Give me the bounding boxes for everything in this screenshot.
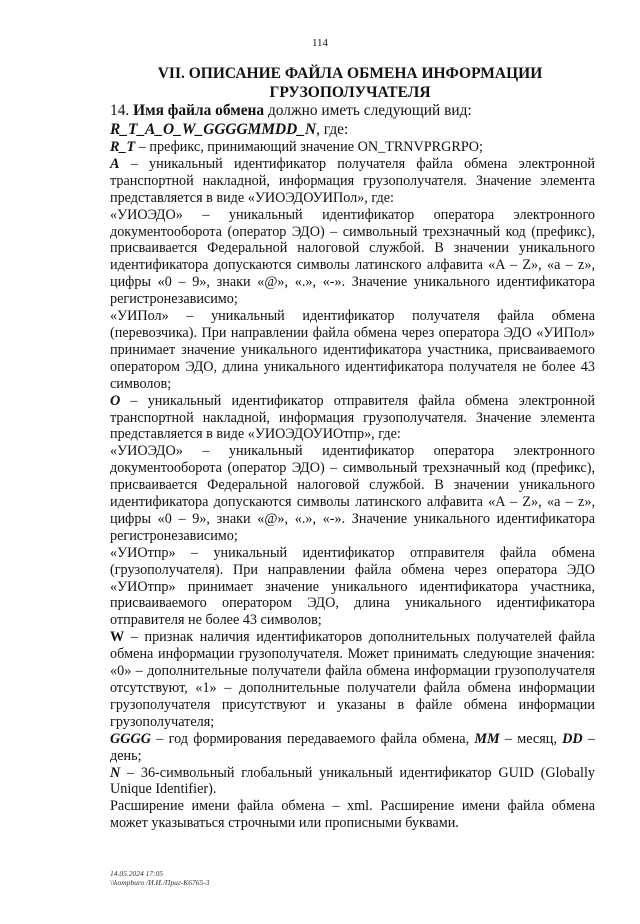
- uioedo-paragraph-1: «УИОЭДО» – уникальный идентификатор оператора электронного документооборота (оператор ЭДО) – символьный трехзначный код (префикс), присваивается Федеральной налоговой службой. В значении уникального идентификатора допускаются символы латинского алфавита «A – Z», «a – z», цифры «0 – 9», знаки «@», «.», «-». Значение уникального идентификатора регистронезависимо;: [110, 206, 595, 308]
- uioedo-paragraph-2: «УИОЭДО» – уникальный идентификатор оператора электронного документооборота (оператор ЭДО) – символьный трехзначный код (префикс), присваивается Федеральной налоговой службой. В значении уникального идентификатора допускаются символы латинского алфавита «A – Z», «a – z», цифры «0 – 9», знаки «@», «.», «-». Значение уникального идентификатора регистронезависимо;: [110, 443, 595, 544]
- item-14-bold: Имя файла обмена: [133, 102, 265, 119]
- section-heading: [110, 64, 590, 102]
- filename-pattern: R_T_A_O_W_GGGGMMDD_N: [110, 121, 317, 138]
- w-label: W: [110, 629, 125, 646]
- n-paragraph: [110, 765, 595, 799]
- dd-text: – день;: [110, 730, 595, 764]
- footer-path: \\kompburo /И.И./Приг-К6765-3: [110, 878, 210, 887]
- print-footer: [110, 869, 210, 887]
- o-text: – уникальный идентификатор отправителя файла обмена электронной транспортной накладной, информация грузополучателя. Значение элемента представляется в виде «УИОЭДОУИОтпр», где:: [110, 392, 595, 443]
- rt-text: – префикс, принимающий значение ON_TRNVPRGRPO;: [135, 139, 483, 155]
- a-text: – уникальный идентификатор получателя файла обмена электронной транспортной накладной, информация грузополучателя. Значение элемента представляется в виде «УИОЭДОУИПол», где:: [110, 155, 595, 206]
- mm-label: MM: [474, 730, 500, 747]
- mm-text: – месяц,: [499, 730, 563, 747]
- o-label: O: [110, 392, 121, 409]
- item-14-number: 14.: [110, 102, 130, 119]
- gggg-label: GGGG: [110, 730, 151, 747]
- filename-pattern-tail: , где:: [316, 121, 349, 138]
- rt-label: R_T: [110, 139, 136, 155]
- n-text: – 36-символьный глобальный уникальный идентификатор GUID (Globally Unique Identifier).: [110, 764, 595, 798]
- item-14-paragraph: [110, 101, 595, 120]
- uiotpr-paragraph: «УИОтпр» – уникальный идентификатор отправителя файла обмена (грузополучателя). При направлении файла обмена через оператора ЭДО «УИОтпр» принимает значение уникального идентификатора участника, присваиваемого оператором ЭДО, длина уникального идентификатора отправителя не более 43 символов;: [110, 544, 595, 629]
- item-14-rest: должно иметь следующий вид:: [264, 102, 472, 119]
- dd-label: DD: [562, 730, 583, 747]
- uipol-paragraph: «УИПол» – уникальный идентификатор получателя файла обмена (перевозчика). При направлении файла обмена через оператора ЭДО «УИПол» принимает значение уникального идентификатора участника, присваиваемого оператором ЭДО, длина уникального идентификатора получателя не более 43 символов;: [110, 308, 595, 392]
- document-body: [110, 101, 595, 832]
- w-text: – признак наличия идентификаторов дополнительных получателей файла обмена информации грузополучателя. Может принимать следующие значения: «0» – дополнительные получатели файла обмена информации грузополучателя отсутствуют, «1» – дополнительные получатели файла обмена информации грузополучателя присутствуют и указаны в файле обмена информации грузополучателя;: [110, 629, 595, 730]
- a-label: A: [110, 155, 120, 172]
- date-paragraph: [110, 731, 595, 765]
- heading-line-2: ГРУЗОПОЛУЧАТЕЛЯ: [269, 84, 431, 101]
- gggg-text: – год формирования передаваемого файла обмена,: [150, 730, 475, 747]
- heading-line-1: VII. ОПИСАНИЕ ФАЙЛА ОБМЕНА ИНФОРМАЦИИ: [157, 65, 543, 82]
- filename-pattern-paragraph: [110, 120, 595, 139]
- extension-paragraph: Расширение имени файла обмена – xml. Расширение имени файла обмена может указываться строчными или прописными буквами.: [110, 798, 595, 832]
- page-number: 114: [311, 37, 329, 49]
- n-label: N: [110, 764, 121, 781]
- rt-paragraph: [110, 139, 595, 156]
- footer-timestamp: 14.05.2024 17:05: [110, 869, 164, 878]
- o-paragraph: [110, 393, 595, 444]
- a-paragraph: [110, 156, 595, 207]
- w-paragraph: [110, 629, 595, 730]
